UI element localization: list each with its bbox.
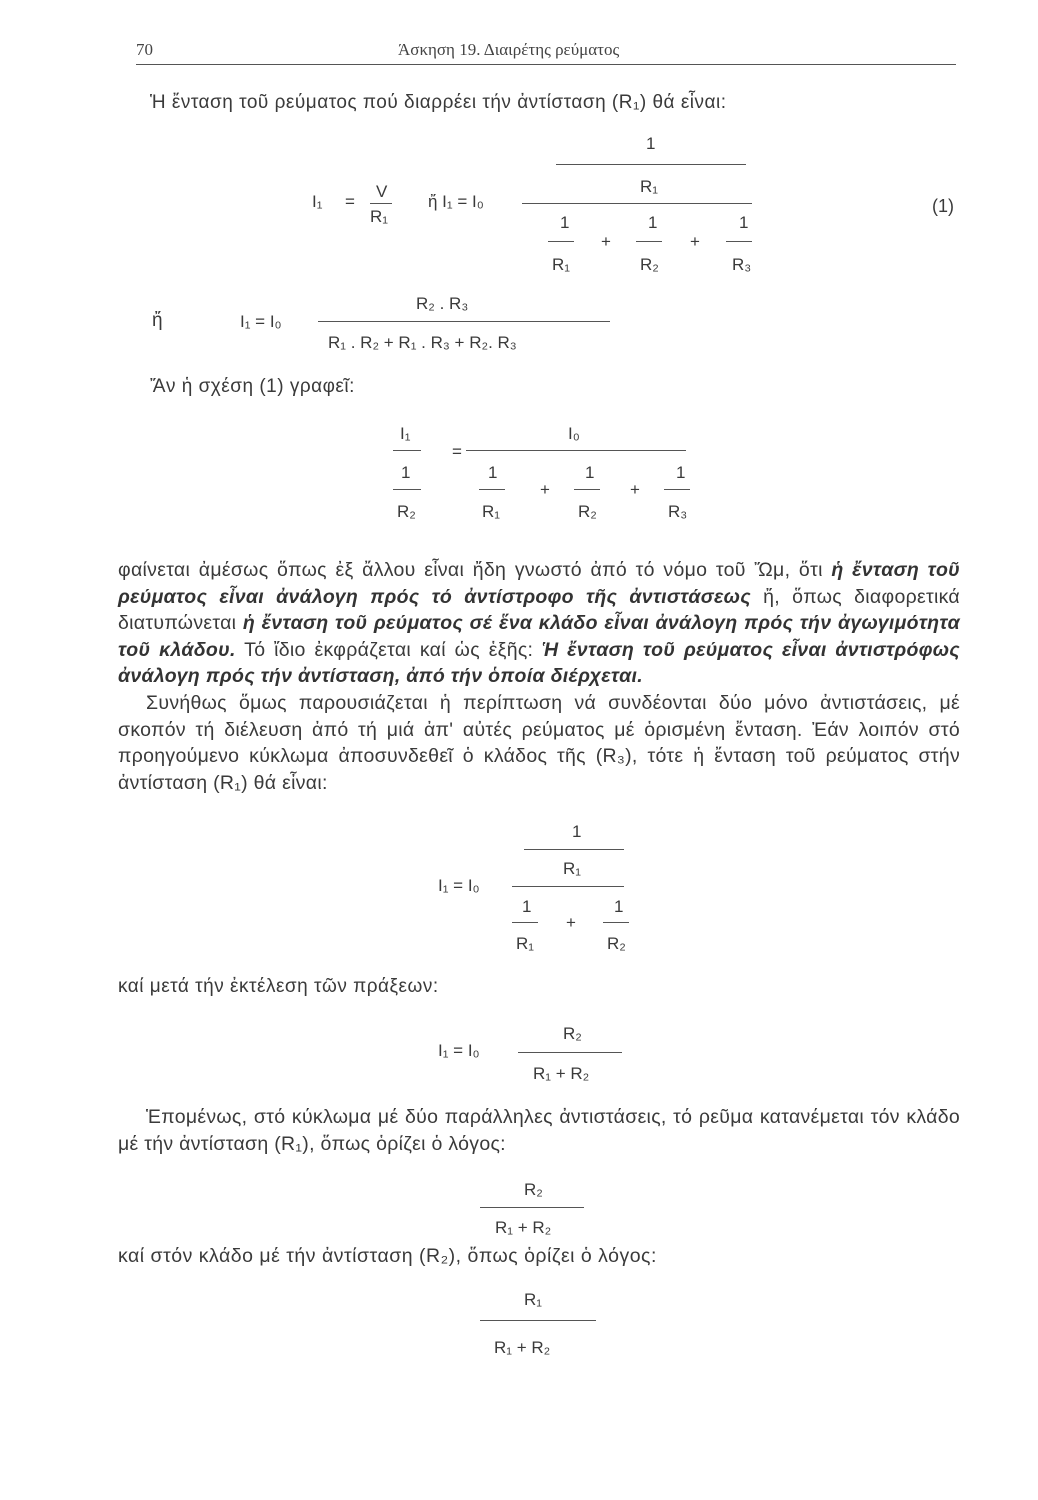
p1-text-3: Τό ἴδιο ἐκφράζεται καί ὡς ἑξῆς: bbox=[235, 638, 543, 661]
eq4-r2-b: R₂ bbox=[607, 934, 626, 953]
eq5-denominator: R₁ + R₂ bbox=[533, 1064, 590, 1083]
eq3-i0: I₀ bbox=[568, 424, 580, 443]
eq4-lhs: I₁ = I₀ bbox=[438, 876, 480, 895]
intro-text: Ἡ ἔνταση τοῦ ρεύματος πού διαρρέει τήν ἀντίσταση (R₁) θά εἶναι: bbox=[150, 92, 727, 113]
eq6-fraction-bar bbox=[480, 1207, 584, 1208]
eq1-inner-bar bbox=[556, 164, 746, 165]
eq1-or-i0: ἤ I₁ = I₀ bbox=[428, 192, 484, 211]
eq3-one-b: 1 bbox=[585, 463, 595, 482]
p1-text-1: φαίνεται ἀμέσως ὅπως ἐξ ἄλλου εἶναι ἤδη γνωστό ἀπό τό νόμο τοῦ Ὤμ, ὅτι bbox=[118, 559, 832, 581]
p3-text: Ἑπομένως, στό κύκλωμα μέ δύο παράλληλες ἀντιστάσεις, τό ρεῦμα κατανέμεται τόν κλάδο μέ τήν ἀντίσταση (R₁), ὅπως ὁρίζει ὁ λόγος: bbox=[118, 1106, 960, 1155]
eq3-r1-a: R₁ bbox=[482, 502, 501, 521]
eq1-r2-b: R₂ bbox=[640, 255, 659, 274]
running-title: Άσκηση 19. Διαιρέτης ρεύματος bbox=[398, 40, 620, 59]
eq6-denominator: R₁ + R₂ bbox=[495, 1218, 552, 1237]
eq2-fraction-bar bbox=[318, 321, 610, 322]
page-number: 70 bbox=[136, 40, 153, 59]
eq7-denominator: R₁ + R₂ bbox=[494, 1338, 551, 1357]
eq1-r3-c: R₃ bbox=[732, 255, 752, 274]
eq5-numerator: R₂ bbox=[563, 1024, 582, 1043]
if-text: Ἄν ἡ σχέση (1) γραφεῖ: bbox=[150, 376, 355, 397]
paragraph-3 bbox=[118, 1104, 960, 1157]
eq2-lhs: I₁ = I₀ bbox=[240, 312, 282, 331]
eq3-r2-b: R₂ bbox=[578, 502, 597, 521]
eq4-main-bar bbox=[512, 886, 624, 887]
eq4-bar-a bbox=[512, 922, 538, 923]
paragraph-1 bbox=[118, 557, 960, 690]
eq3-bar-a bbox=[479, 489, 505, 490]
p1-text-2: ἤ, ὅπως διαφορετικά διατυπώνεται bbox=[118, 585, 960, 634]
eq1-plus-a: + bbox=[601, 232, 611, 251]
eq7-fraction-bar bbox=[480, 1320, 596, 1321]
eq2-denominator: R₁ . R₂ + R₁ . R₃ + R₂. R₃ bbox=[328, 333, 517, 352]
p2-text: Συνήθως ὅμως παρουσιάζεται ἡ περίπτωση νά συνδέονται δύο μόνο ἀντιστάσεις, μέ σκοπόν τή διέλευση ἀπό τή μιά ἀπ' αὐτές ρεύματος μέ ὁρισμένη ἔνταση. Ἐάν λοιπόν στό προηγούμενο κύκλωμα ἀποσυνδεθεῖ ὁ κλάδος τῆς (R₃), τότε ἡ ἔνταση τοῦ ρεύματος στήν ἀντίσταση (R₁) θά εἶναι: bbox=[118, 692, 960, 794]
eq1-v-denominator: R₁ bbox=[370, 207, 389, 226]
eq4-top-one: 1 bbox=[572, 822, 582, 841]
eq1-one-b: 1 bbox=[648, 213, 658, 232]
eq3-bar-c bbox=[664, 489, 690, 490]
p1-bold-2: ἡ ἔνταση τοῦ ρεύματος σέ ἕνα κλάδο εἶναι ἀνάλογη πρός τήν ἀγωγιμότητα τοῦ κλάδου. bbox=[118, 612, 960, 661]
eq3-bar-b bbox=[574, 489, 600, 490]
eq3-equals: = bbox=[452, 442, 462, 461]
eq4-one-a: 1 bbox=[522, 897, 532, 916]
eq1-lhs: I₁ bbox=[312, 192, 323, 211]
eq1-top-r1: R₁ bbox=[640, 177, 659, 196]
eq4-top-r1: R₁ bbox=[563, 859, 582, 878]
p1-bold-1: ἡ ἔνταση τοῦ ρεύματος εἶναι ἀνάλογη πρός τό ἀντίστροφο τῆς ἀντιστάσεως bbox=[118, 559, 960, 608]
eq3-plus-b: + bbox=[630, 480, 640, 499]
eq5-fraction-bar bbox=[518, 1052, 622, 1053]
eq1-plus-b: + bbox=[690, 232, 700, 251]
eq1-number: (1) bbox=[932, 196, 954, 216]
eq1-equals: = bbox=[345, 192, 355, 211]
eq3-plus-a: + bbox=[540, 480, 550, 499]
eq4-inner-bar bbox=[524, 849, 624, 850]
eq1-top-one: 1 bbox=[646, 134, 656, 153]
eq3-bar-left bbox=[393, 489, 421, 490]
eq3-one-a: 1 bbox=[488, 463, 498, 482]
eq6-numerator: R₂ bbox=[524, 1180, 543, 1199]
paragraph-4: καί στόν κλάδο μέ τήν ἀντίσταση (R₂), ὅπως ὁρίζει ὁ λόγος: bbox=[118, 1245, 657, 1267]
eq1-r1-a: R₁ bbox=[552, 255, 571, 274]
eq4-plus: + bbox=[566, 913, 576, 932]
eq3-r2-left: R₂ bbox=[397, 502, 416, 521]
eq3-r3-c: R₃ bbox=[668, 502, 688, 521]
eq4-one-b: 1 bbox=[614, 897, 624, 916]
eq5-lhs: I₁ = I₀ bbox=[438, 1041, 480, 1060]
paragraph-2 bbox=[118, 690, 960, 796]
eq3-one-c: 1 bbox=[676, 463, 686, 482]
eq2-or: ἤ bbox=[152, 310, 163, 331]
eq1-v: V bbox=[376, 182, 388, 201]
eq4-bar-b bbox=[603, 922, 629, 923]
eq7-numerator: R₁ bbox=[524, 1290, 543, 1309]
eq1-bar-c bbox=[726, 241, 752, 242]
eq4-r1-a: R₁ bbox=[516, 934, 535, 953]
eq1-one-a: 1 bbox=[560, 213, 570, 232]
eq3-main-bar bbox=[466, 450, 686, 451]
eq1-v-fraction-bar bbox=[370, 203, 392, 204]
eq3-i1: I₁ bbox=[400, 424, 411, 443]
header-rule bbox=[136, 64, 956, 65]
eq1-main-bar bbox=[522, 203, 752, 204]
eq1-one-c: 1 bbox=[739, 213, 749, 232]
eq3-one-left: 1 bbox=[401, 463, 411, 482]
eq1-bar-b bbox=[636, 241, 662, 242]
after-operations-text: καί μετά τήν ἐκτέλεση τῶν πράξεων: bbox=[118, 976, 439, 997]
p1-bold-3: Ἡ ἔνταση τοῦ ρεύματος εἶναι ἀντιστρόφως ἀνάλογη πρός τήν ἀντίσταση, ἀπό τήν ὁποία διέρχεται. bbox=[118, 638, 960, 687]
eq3-bar-i1 bbox=[393, 450, 421, 451]
eq1-bar-a bbox=[548, 241, 574, 242]
eq2-numerator: R₂ . R₃ bbox=[416, 294, 469, 313]
